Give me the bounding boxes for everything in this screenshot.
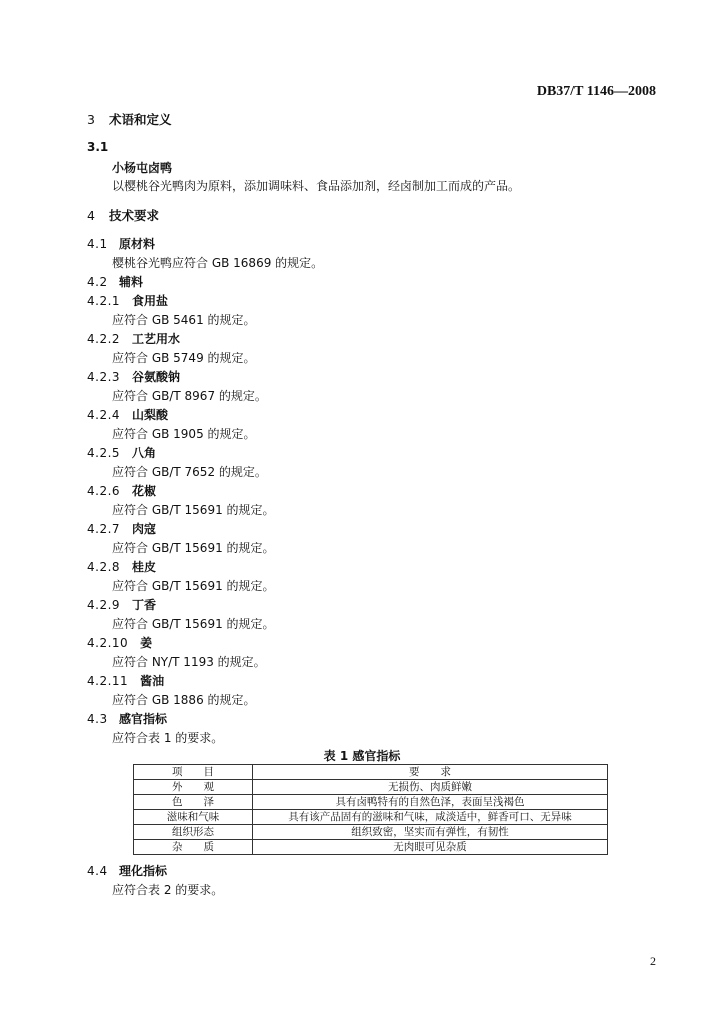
table-cell: 具有卤鸭特有的自然色泽，表面呈浅褐色 — [253, 795, 608, 810]
clause-number: 4.2.10 — [87, 636, 129, 650]
clause-number: 4.2.5 — [87, 446, 121, 460]
clause-text: 应符合 GB/T 8967 的规定。 — [112, 389, 267, 403]
clause-title: 姜 — [140, 636, 153, 650]
clause-title: 食用盐 — [132, 294, 169, 308]
clause-text: 应符合 GB 1905 的规定。 — [112, 427, 256, 441]
clause-number: 4.2.8 — [87, 560, 121, 574]
clause-title: 山梨酸 — [132, 408, 169, 422]
clause-heading — [87, 406, 168, 423]
clause-4-4-heading — [87, 862, 167, 879]
clause-title: 理化指标 — [119, 864, 168, 878]
clause-4-3-heading — [87, 710, 167, 727]
clause-3-1-number: 3.1 — [87, 140, 109, 154]
standard-code: DB37/T 1146—2008 — [536, 84, 656, 99]
clause-number: 4.2.7 — [87, 522, 121, 536]
clause-4-2-heading — [87, 273, 143, 290]
clause-number: 4.2.4 — [87, 408, 121, 422]
clause-title: 桂皮 — [132, 560, 157, 574]
table-cell: 无肉眼可见杂质 — [253, 840, 608, 855]
clause-4-4-text: 应符合表 2 的要求。 — [112, 883, 224, 897]
clause-4-1-heading — [87, 235, 155, 252]
clause-number: 4.2.3 — [87, 370, 121, 384]
section-4-heading — [87, 206, 159, 224]
table-1-caption: 表 1 感官指标 — [323, 749, 401, 763]
table-header-cell: 项 目 — [134, 765, 253, 780]
clause-title: 辅料 — [119, 275, 144, 289]
clause-title: 肉寇 — [132, 522, 157, 536]
term-definition: 以樱桃谷光鸭肉为原料，添加调味料、食品添加剂，经卤制加工而成的产品。 — [112, 179, 521, 193]
table-cell: 滋味和气味 — [134, 810, 253, 825]
clause-number: 4.3 — [87, 712, 108, 726]
clause-number: 4.2.6 — [87, 484, 121, 498]
table-cell: 无损伤、肉质鲜嫩 — [253, 780, 608, 795]
table-cell: 外 观 — [134, 780, 253, 795]
clause-text: 应符合 GB/T 15691 的规定。 — [112, 503, 275, 517]
clause-heading — [87, 520, 156, 537]
clause-number: 4.2.2 — [87, 332, 121, 346]
clause-title: 原材料 — [119, 237, 156, 251]
clause-number: 4.2.1 — [87, 294, 121, 308]
clause-heading — [87, 292, 168, 309]
clause-heading — [87, 368, 180, 385]
clause-heading — [87, 634, 152, 651]
clause-4-3-text: 应符合表 1 的要求。 — [112, 731, 224, 745]
clause-text: 应符合 NY/T 1193 的规定。 — [112, 655, 266, 669]
section-number: 3 — [87, 112, 95, 127]
clause-number: 4.2.11 — [87, 674, 129, 688]
clause-title: 八角 — [132, 446, 157, 460]
clause-title: 花椒 — [132, 484, 157, 498]
clause-title: 感官指标 — [119, 712, 168, 726]
clause-number: 4.4 — [87, 864, 108, 878]
table-cell: 杂 质 — [134, 840, 253, 855]
clause-title: 丁香 — [132, 598, 157, 612]
clause-heading — [87, 444, 156, 461]
table-cell: 组织致密，坚实而有弹性，有韧性 — [253, 825, 608, 840]
table-row — [134, 840, 608, 855]
clause-heading — [87, 558, 156, 575]
clause-heading — [87, 330, 180, 347]
table-cell: 色 泽 — [134, 795, 253, 810]
section-title: 术语和定义 — [109, 112, 172, 127]
clause-heading — [87, 482, 156, 499]
clause-title: 谷氨酸钠 — [132, 370, 181, 384]
clause-text: 应符合 GB/T 15691 的规定。 — [112, 541, 275, 555]
table-row — [134, 825, 608, 840]
clause-number: 4.1 — [87, 237, 108, 251]
term-name: 小杨屯卤鸭 — [112, 161, 173, 175]
clause-heading — [87, 596, 156, 613]
clause-text: 应符合 GB/T 15691 的规定。 — [112, 617, 275, 631]
table-header-cell: 要 求 — [253, 765, 608, 780]
clause-title: 酱油 — [140, 674, 165, 688]
clause-number: 4.2 — [87, 275, 108, 289]
table-header-row — [134, 765, 608, 780]
clause-text: 应符合 GB 5749 的规定。 — [112, 351, 256, 365]
section-title: 技术要求 — [109, 208, 160, 223]
table-row — [134, 780, 608, 795]
clause-text: 应符合 GB/T 7652 的规定。 — [112, 465, 267, 479]
section-number: 4 — [87, 208, 95, 223]
clause-heading — [87, 672, 164, 689]
clause-text: 应符合 GB 1886 的规定。 — [112, 693, 256, 707]
table-cell: 组织形态 — [134, 825, 253, 840]
table-cell: 具有该产品固有的滋味和气味，咸淡适中，鲜香可口、无异味 — [253, 810, 608, 825]
clause-4-1-text: 樱桃谷光鸭应符合 GB 16869 的规定。 — [112, 256, 324, 270]
sensory-table — [133, 764, 608, 855]
section-3-heading — [87, 110, 172, 128]
clause-text: 应符合 GB/T 15691 的规定。 — [112, 579, 275, 593]
clause-title: 工艺用水 — [132, 332, 181, 346]
clause-text: 应符合 GB 5461 的规定。 — [112, 313, 256, 327]
table-row — [134, 795, 608, 810]
table-row — [134, 810, 608, 825]
clause-number: 4.2.9 — [87, 598, 121, 612]
page-number: 2 — [650, 954, 656, 968]
